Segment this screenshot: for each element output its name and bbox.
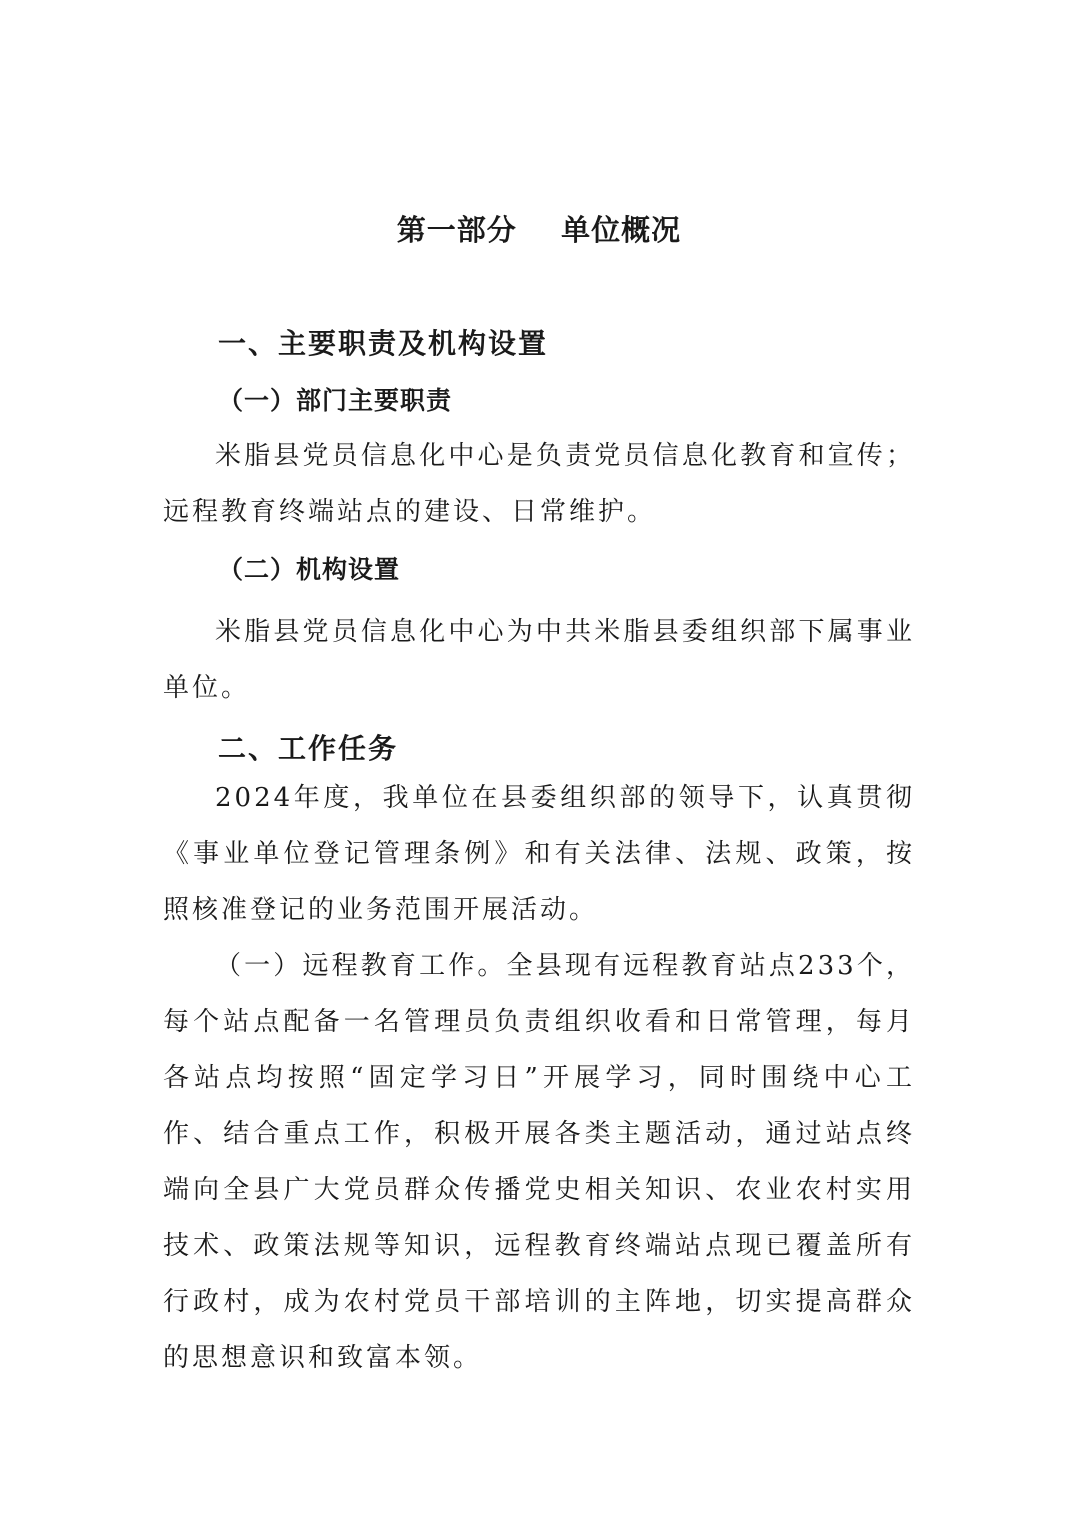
paragraph-main-duties: 米脂县党员信息化中心是负责党员信息化教育和宣传；远程教育终端站点的建设、日常维护。 xyxy=(163,441,915,527)
subsection-heading-main-duties: （一）部门主要职责 xyxy=(218,386,453,415)
section-heading-duties: 一、主要职责及机构设置 xyxy=(218,327,549,360)
section-heading-tasks: 二、工作任务 xyxy=(218,732,399,765)
paragraph-organization: 米脂县党员信息化中心为中共米脂县委组织部下属事业单位。 xyxy=(163,617,915,703)
subsection-heading-organization: （二）机构设置 xyxy=(218,555,401,584)
paragraph-remote-education: （一）远程教育工作。全县现有远程教育站点233个，每个站点配备一名管理员负责组织收看和日常管理，每月各站点均按照“固定学习日”开展学习，同时围绕中心工作、结合重点工作，积极开展各类主题活动，通过站点终端向全县广大党员群众传播党史相关知识、农业农村实用技术、政策法规等知识，远程教育终端站点现已覆盖所有行政村，成为农村党员干部培训的主阵地，切实提高群众的思想意识和致富本领。 xyxy=(163,951,915,1373)
document-title: 第一部分 单位概况 xyxy=(396,213,682,247)
paragraph-tasks-intro: 2024年度，我单位在县委组织部的领导下，认真贯彻《事业单位登记管理条例》和有关法律、法规、政策，按照核准登记的业务范围开展活动。 xyxy=(163,783,915,925)
